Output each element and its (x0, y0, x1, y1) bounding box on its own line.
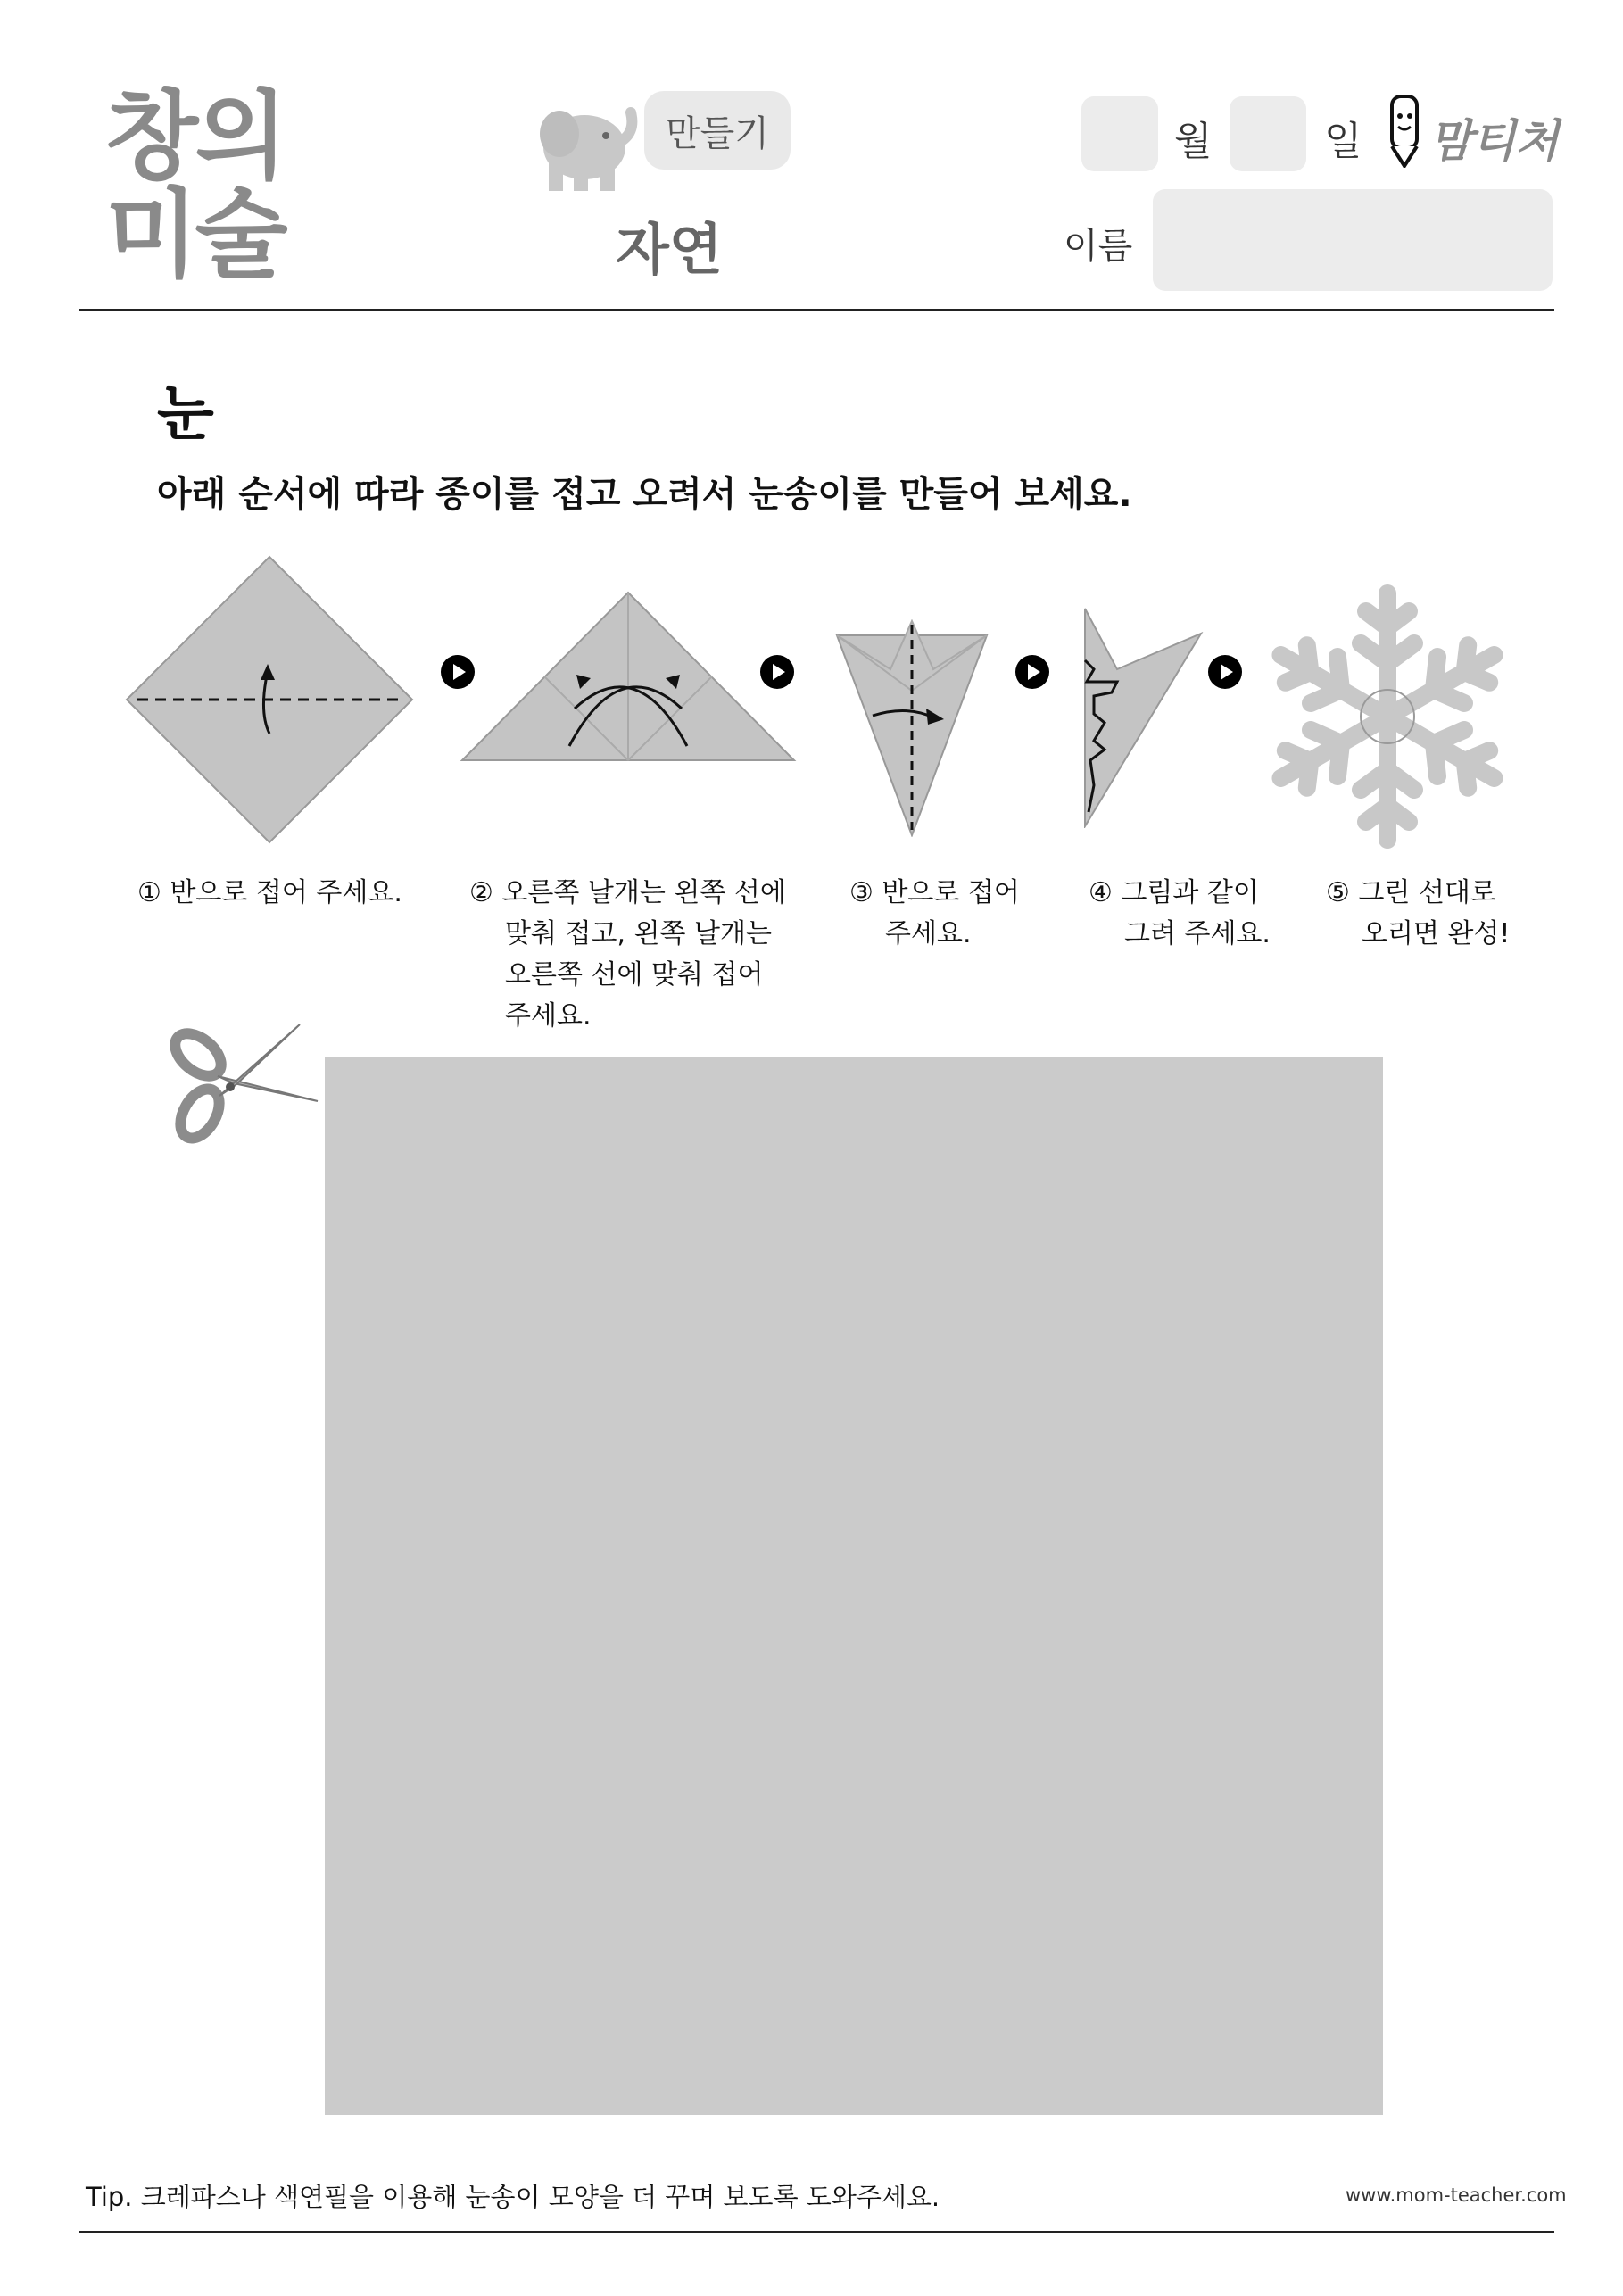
step-1-diagram (125, 555, 414, 848)
step-4-line-2: 그려 주세요. (1124, 918, 1271, 949)
page-title: 눈 (157, 379, 214, 448)
name-label: 이름 (1064, 226, 1133, 267)
next-arrow-3 (1015, 655, 1049, 689)
step-2-caption (469, 873, 786, 1037)
step-3-number: ③ (849, 877, 874, 908)
website-link[interactable]: www.mom-teacher.com (1346, 2184, 1567, 2206)
step-2-diagram (459, 589, 798, 767)
step-2-line-2: 맞춰 접고, 왼쪽 날개는 (505, 918, 772, 949)
step-4-number: ④ (1089, 877, 1113, 908)
day-label: 일 (1324, 119, 1362, 164)
step-4-line-1: 그림과 같이 (1121, 877, 1259, 908)
logo-line-1: 창의 (105, 81, 285, 193)
name-field[interactable] (1153, 189, 1553, 291)
logo-line-2: 미술 (105, 179, 285, 291)
step-4-diagram (1081, 607, 1205, 832)
pencil-character-icon (1385, 93, 1426, 168)
step-1-number: ① (137, 877, 161, 908)
step-3-caption (849, 873, 1020, 955)
step-5-caption (1326, 873, 1510, 955)
footer-divider (79, 2231, 1554, 2233)
step-1-caption (137, 873, 402, 914)
scissors-icon (166, 1021, 323, 1149)
cutting-paper-area[interactable] (325, 1057, 1383, 2115)
logo (105, 81, 285, 291)
day-field[interactable] (1230, 96, 1306, 171)
step-2-line-4: 주세요. (505, 1000, 592, 1032)
step-1-line-1: 반으로 접어 주세요. (170, 877, 402, 908)
instruction-text: 아래 순서에 따라 종이를 접고 오려서 눈송이를 만들어 보세요. (157, 474, 1132, 515)
month-field[interactable] (1081, 96, 1158, 171)
step-3-diagram (835, 619, 989, 841)
category-badge-label: 만들기 (666, 113, 769, 154)
theme-title: 자연 (616, 217, 723, 282)
brand-logo: 맘티처 (1429, 115, 1559, 167)
step-2-line-1: 오른쪽 날개는 왼쪽 선에 (501, 877, 786, 908)
step-5-line-1: 그린 선대로 (1358, 877, 1496, 908)
step-5-line-2: 오리면 완성! (1362, 918, 1511, 949)
month-label: 월 (1174, 119, 1213, 164)
step-4-caption (1089, 873, 1271, 955)
elephant-icon (522, 98, 638, 196)
snowflake-icon (1269, 582, 1506, 855)
step-5-number: ⑤ (1326, 877, 1350, 908)
tip-text: Tip. 크레파스나 색연필을 이용해 눈송이 모양을 더 꾸며 보도록 도와주세요. (86, 2182, 940, 2212)
step-2-line-3: 오른쪽 선에 맞춰 접어 (505, 959, 764, 991)
header-divider (79, 309, 1554, 311)
step-3-line-1: 반으로 접어 (882, 877, 1020, 908)
next-arrow-2 (760, 655, 794, 689)
step-2-number: ② (469, 877, 493, 908)
step-3-line-2: 주세요. (885, 918, 972, 949)
next-arrow-4 (1208, 655, 1242, 689)
